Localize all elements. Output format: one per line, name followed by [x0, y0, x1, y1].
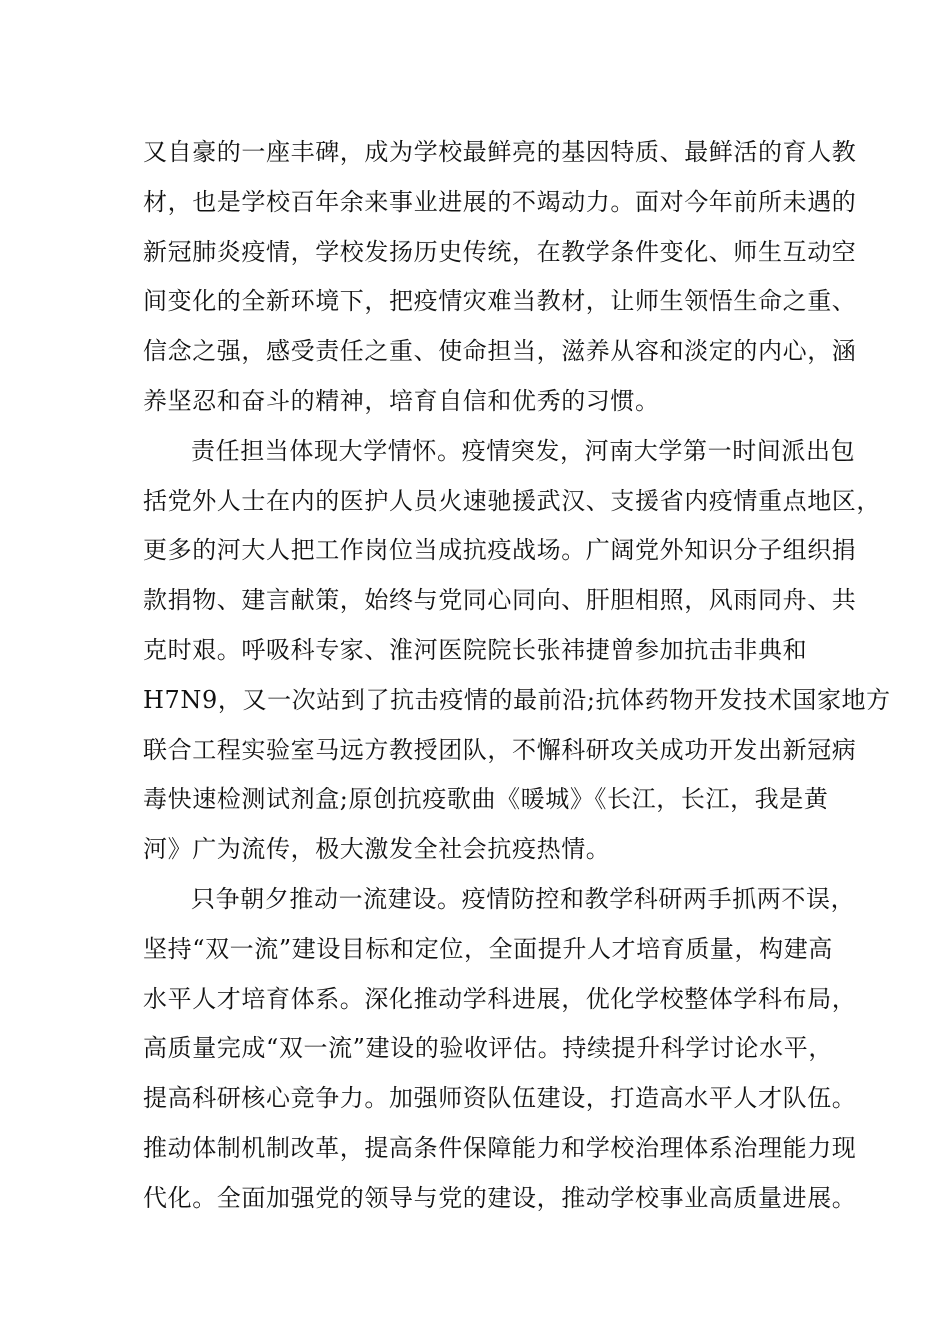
text-line: 又自豪的一座丰碑，成为学校最鲜亮的基因特质、最鲜活的育人教 [143, 138, 857, 166]
text-line: 款捐物、建言献策，始终与党同心同向、肝胆相照，风雨同舟、共 [143, 586, 857, 615]
text-line: 提高科研核心竞争力。加强师资队伍建设，打造高水平人才队伍。 [143, 1084, 857, 1113]
text-line: 更多的河大人把工作岗位当成抗疫战场。广阔党外知识分子组织捐 [143, 536, 857, 565]
text-line: 联合工程实验室马远方教授团队，不懈科研攻关成功开发出新冠病 [143, 735, 857, 764]
text-line: 间变化的全新环境下，把疫情灾难当教材，让师生领悟生命之重、 [143, 287, 857, 316]
text-line: H7N9，又一次站到了抗击疫情的最前沿;抗体药物开发技术国家地方 [143, 685, 891, 714]
text-line: 推动体制机制改革，提高条件保障能力和学校治理体系治理能力现 [143, 1133, 857, 1162]
text-line: 河》广为流传，极大激发全社会抗疫热情。 [143, 835, 611, 864]
paragraph-first-line: 责任担当体现大学情怀。疫情突发，河南大学第一时间派出包 [191, 436, 856, 465]
text-line: 养坚忍和奋斗的精神，培育自信和优秀的习惯。 [143, 386, 660, 415]
text-line: 克时艰。呼吸科专家、淮河医院院长张祎捷曾参加抗击非典和 [143, 635, 808, 664]
text-line: 材，也是学校百年余来事业进展的不竭动力。面对今年前所未遇的 [143, 187, 857, 216]
text-line: 高质量完成“双一流”建设的验收评估。持续提升科学讨论水平， [143, 1034, 833, 1063]
text-line: 毒快速检测试剂盒;原创抗疫歌曲《暖城》《长江，长江，我是黄 [143, 785, 829, 814]
text-line: 代化。全面加强党的领导与党的建设，推动学校事业高质量进展。 [143, 1183, 857, 1212]
text-line: 坚持“双一流”建设目标和定位，全面提升人才培育质量，构建高 [143, 934, 833, 963]
text-line: 括党外人士在内的医护人员火速驰援武汉、支援省内疫情重点地区， [143, 486, 881, 515]
text-line: 信念之强，感受责任之重、使命担当，滋养从容和淡定的内心，涵 [143, 337, 857, 366]
text-line: 新冠肺炎疫情，学校发扬历史传统，在教学条件变化、师生互动空 [143, 237, 857, 266]
text-line: 水平人才培育体系。深化推动学科进展，优化学校整体学科布局， [143, 984, 857, 1013]
document-body [143, 128, 891, 1224]
paragraph-first-line: 只争朝夕推动一流建设。疫情防控和教学科研两手抓两不误， [191, 884, 856, 913]
